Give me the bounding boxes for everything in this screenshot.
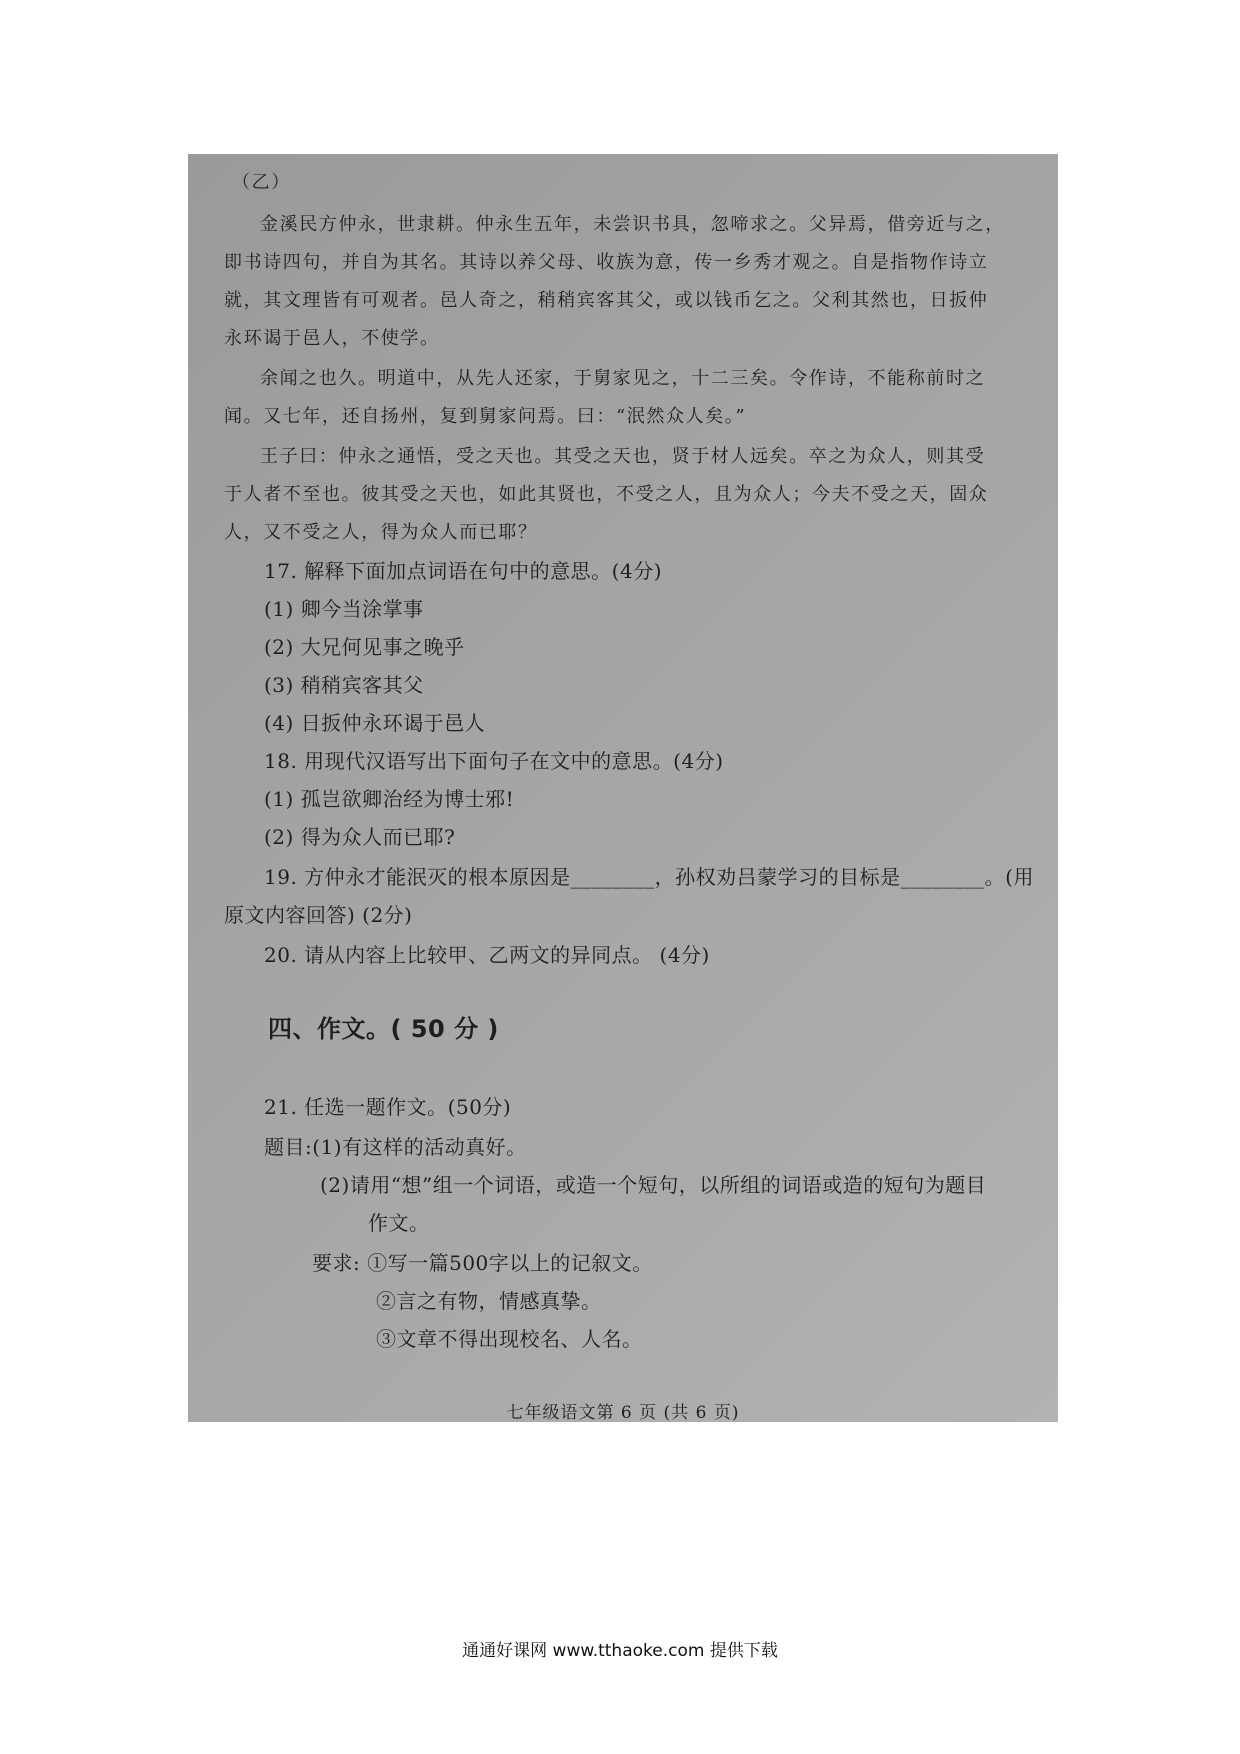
passage-line: 人，又不受之人，得为众人而已耶？ (224, 522, 538, 543)
question-17: 17. 解释下面加点词语在句中的意思。(4分) (264, 559, 662, 583)
question-19: 19. 方仲永才能泯灭的根本原因是________，孙权劝吕蒙学习的目标是________。(用 (264, 865, 1034, 889)
composition-heading: 四、作文。( 50 分 ) (268, 1015, 499, 1043)
question-17-item: (1) 卿今当涂掌事 (264, 597, 424, 621)
requirement-3: ③文章不得出现校名、人名。 (376, 1327, 643, 1351)
passage-line: 即书诗四句，并自为其名。其诗以养父母、收族为意，传一乡秀才观之。自是指物作诗立 (224, 252, 989, 273)
page-footer: 七年级语文第 6 页 (共 6 页) (506, 1403, 740, 1423)
composition-topic-2-continued: 作文。 (368, 1211, 430, 1235)
download-watermark: 通通好课网 www.tthaoke.com 提供下载 (462, 1641, 778, 1661)
exam-page-photo (188, 154, 1058, 1422)
passage-line: 王子曰：仲永之通悟，受之天也。其受之天也，贤于材人远矣。卒之为众人，则其受 (260, 446, 986, 467)
requirement-2: ②言之有物，情感真挚。 (376, 1289, 602, 1313)
passage-label: （乙） (232, 172, 291, 193)
composition-topic-2: (2)请用“想”组一个词语，或造一个短句，以所组的词语或造的短句为题目 (320, 1173, 987, 1197)
question-21: 21. 任选一题作文。(50分) (264, 1095, 512, 1119)
passage-line: 就，其文理皆有可观者。邑人奇之，稍稍宾客其父，或以钱币乞之。父利其然也，日扳仲 (224, 290, 989, 311)
requirement-1: 要求: ①写一篇500字以上的记叙文。 (312, 1251, 653, 1275)
question-17-item: (2) 大兄何见事之晚乎 (264, 635, 465, 659)
question-17-item: (3) 稍稍宾客其父 (264, 673, 424, 697)
passage-line: 永环谒于邑人，不使学。 (224, 328, 440, 349)
composition-topic-1: 题目:(1)有这样的活动真好。 (264, 1135, 527, 1159)
passage-line: 余闻之也久。明道中，从先人还家，于舅家见之，十二三矣。令作诗，不能称前时之 (260, 368, 986, 389)
question-18: 18. 用现代汉语写出下面句子在文中的意思。(4分) (264, 749, 724, 773)
question-17-item: (4) 日扳仲永环谒于邑人 (264, 711, 486, 735)
passage-line: 闻。又七年，还自扬州，复到舅家问焉。曰：“泯然众人矣。” (224, 406, 747, 427)
passage-line: 金溪民方仲永，世隶耕。仲永生五年，未尝识书具，忽啼求之。父异焉，借旁近与之， (260, 214, 1005, 235)
passage-line: 于人者不至也。彼其受之天也，如此其贤也，不受之人，且为众人；今夫不受之天，固众 (224, 484, 989, 505)
question-19-continued: 原文内容回答) (2分) (224, 903, 413, 927)
question-18-item: (2) 得为众人而已耶? (264, 825, 456, 849)
question-20: 20. 请从内容上比较甲、乙两文的异同点。 (4分) (264, 943, 710, 967)
question-18-item: (1) 孤岂欲卿治经为博士邪! (264, 787, 515, 811)
